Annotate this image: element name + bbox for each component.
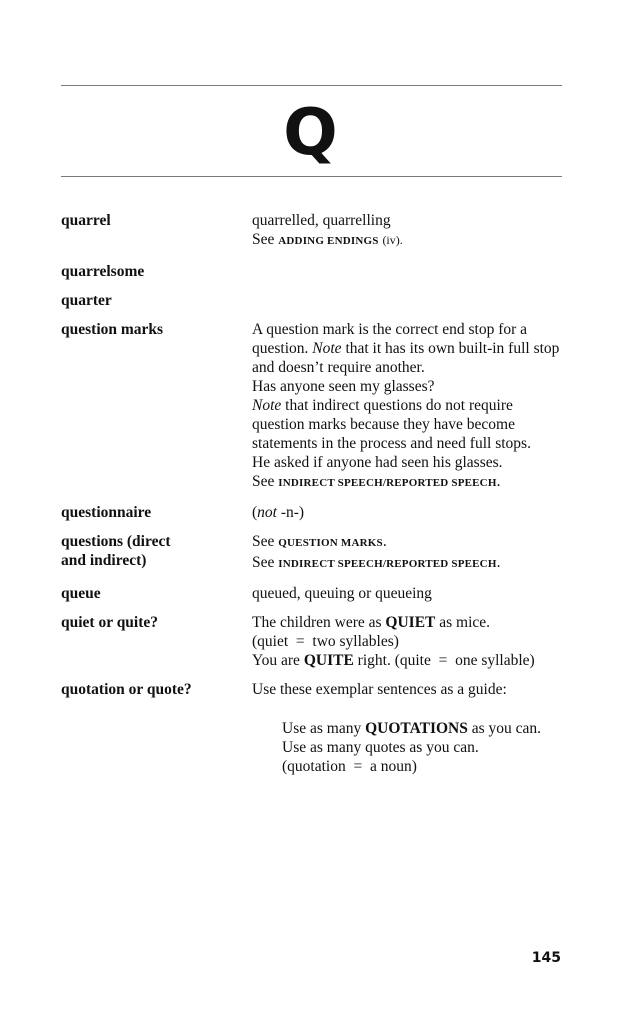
entry-definition bbox=[252, 503, 566, 522]
section-letter: Q bbox=[283, 96, 338, 170]
entry-term: quiet or quite? bbox=[61, 614, 159, 631]
cross-reference-suffix: . bbox=[382, 533, 387, 550]
see-label: See bbox=[252, 231, 275, 248]
note-label: Note bbox=[312, 340, 342, 357]
example-sentence: Has anyone seen my glasses? bbox=[252, 378, 435, 395]
cross-reference-link: QUESTION MARKS bbox=[278, 537, 383, 549]
entry-term: questionnaire bbox=[61, 504, 152, 521]
definition-text: as you can. bbox=[471, 720, 542, 737]
entry-term: queue bbox=[61, 585, 101, 602]
entry-term-line: questions (direct bbox=[61, 533, 171, 550]
entry-quiet-or-quite bbox=[61, 613, 566, 670]
definition-text: right. (quite = one syllable) bbox=[357, 652, 535, 669]
entry-definition bbox=[252, 584, 566, 603]
definition-text: that it has its own built-in full stop and doesn’t require another. bbox=[252, 340, 560, 376]
entry-queue bbox=[61, 584, 566, 603]
entry-definition bbox=[252, 320, 566, 493]
note-label: Note bbox=[252, 397, 282, 414]
cross-reference-link: INDIRECT SPEECH/REPORTED SPEECH bbox=[278, 477, 497, 489]
example-block bbox=[252, 719, 566, 776]
example-sentence bbox=[252, 613, 566, 632]
definition-text: You are bbox=[252, 652, 300, 669]
cross-reference bbox=[252, 230, 566, 251]
definition-text: queued, queuing or queueing bbox=[252, 585, 432, 602]
definition-text: A question mark is the correct end stop for a question. bbox=[252, 321, 528, 357]
not-label: not bbox=[257, 504, 277, 521]
emphasis-word: QUIET bbox=[385, 614, 436, 631]
bottom-rule bbox=[61, 176, 562, 177]
cross-reference-suffix: . bbox=[496, 473, 501, 490]
entry-definition bbox=[252, 680, 566, 776]
example-sentence: He asked if anyone had seen his glasses. bbox=[252, 454, 503, 471]
entry-quarter bbox=[61, 291, 566, 310]
cross-reference bbox=[252, 553, 566, 574]
definition-text: Use these exemplar sentences as a guide: bbox=[252, 681, 507, 698]
entry-question-marks bbox=[61, 320, 566, 493]
definition-text: that indirect questions do not require question marks because they have become statements in the process and need full stops. bbox=[252, 397, 531, 452]
syllable-note: (quiet = two syllables) bbox=[252, 633, 399, 650]
entry-term: quarrelsome bbox=[61, 263, 145, 280]
definition-paragraph bbox=[252, 320, 566, 377]
see-label: See bbox=[252, 533, 275, 550]
cross-reference-link: INDIRECT SPEECH/REPORTED SPEECH bbox=[278, 558, 497, 570]
cross-reference-link: ADDING ENDINGS bbox=[278, 235, 379, 247]
entry-list bbox=[61, 211, 566, 776]
example-sentence bbox=[282, 719, 566, 738]
entry-quarrelsome bbox=[61, 262, 566, 281]
entry-definition bbox=[252, 211, 566, 251]
entry-term: quarter bbox=[61, 292, 112, 309]
page-number: 145 bbox=[531, 950, 561, 966]
cross-reference-suffix: . bbox=[496, 554, 501, 571]
cross-reference bbox=[252, 472, 566, 493]
see-label: See bbox=[252, 473, 275, 490]
usage-note: (quotation = a noun) bbox=[282, 758, 417, 775]
entry-quarrel bbox=[61, 211, 566, 251]
entry-questionnaire bbox=[61, 503, 566, 522]
definition-text: as mice. bbox=[439, 614, 491, 631]
definition-line: quarrelled, quarrelling bbox=[252, 212, 391, 229]
entry-definition bbox=[252, 532, 566, 574]
paren-open: ( bbox=[252, 504, 258, 521]
cross-reference bbox=[252, 532, 566, 553]
entry-term: quotation or quote? bbox=[61, 681, 192, 698]
entry-questions bbox=[61, 532, 566, 574]
entry-term: question marks bbox=[61, 321, 164, 338]
cross-reference-suffix: (iv). bbox=[382, 233, 403, 247]
definition-text: The children were as bbox=[252, 614, 382, 631]
example-sentence: Use as many quotes as you can. bbox=[282, 739, 479, 756]
example-sentence bbox=[252, 651, 566, 670]
entry-quotation-or-quote bbox=[61, 680, 566, 776]
definition-text: -n-) bbox=[276, 504, 305, 521]
emphasis-word: QUITE bbox=[303, 652, 354, 669]
emphasis-word: QUOTATIONS bbox=[365, 720, 468, 737]
entry-definition bbox=[252, 613, 566, 670]
top-rule bbox=[61, 85, 562, 86]
definition-paragraph bbox=[252, 396, 566, 453]
definition-text: Use as many bbox=[282, 720, 362, 737]
entry-term-line: and indirect) bbox=[61, 552, 147, 569]
see-label: See bbox=[252, 554, 275, 571]
entry-term: quarrel bbox=[61, 212, 111, 229]
entry-term bbox=[61, 532, 252, 574]
